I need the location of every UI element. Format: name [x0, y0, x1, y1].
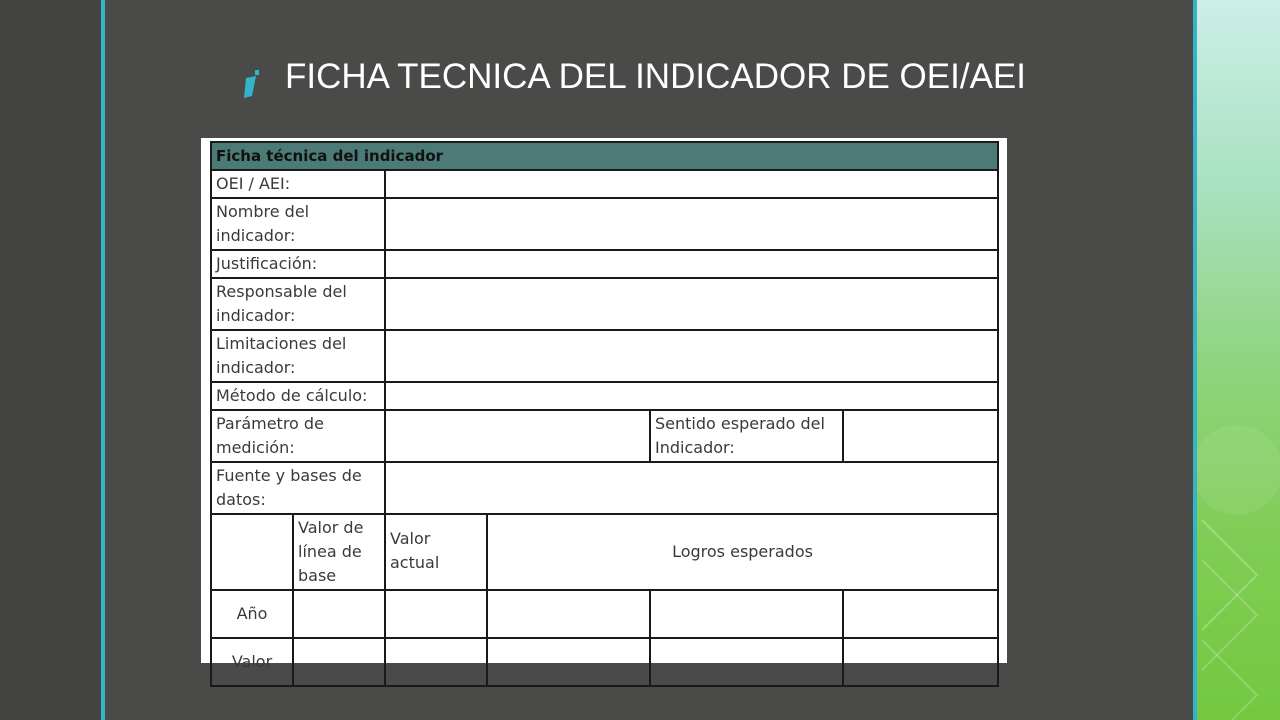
label-fuente: Fuente y bases de datos:: [211, 462, 385, 514]
value-parametro: [385, 410, 650, 462]
col-valor-linea-base: Valor de línea de base: [293, 514, 385, 590]
value-nombre: [385, 198, 998, 250]
value-fuente: [385, 462, 998, 514]
label-nombre: Nombre del indicador:: [211, 198, 385, 250]
slide-title: FICHA TECNICA DEL INDICADOR DE OEI/AEI: [285, 57, 1026, 96]
value-sentido: [843, 410, 998, 462]
row-label-anio: Año: [211, 590, 293, 638]
left-rail: [0, 0, 101, 720]
cell-anio-logro-2: [650, 590, 843, 638]
cell-valor-logro-3: [843, 638, 998, 686]
corner-cell: [211, 514, 293, 590]
decorative-side-panel: [1197, 0, 1280, 720]
label-responsable: Responsable del indicador:: [211, 278, 385, 330]
value-oei-aei: [385, 170, 998, 198]
cell-valor-actual: [385, 638, 487, 686]
left-accent-line: [101, 0, 105, 720]
cell-valor-logro-1: [487, 638, 650, 686]
label-oei-aei: OEI / AEI:: [211, 170, 385, 198]
ficha-image: [201, 138, 1007, 671]
value-justificacion: [385, 250, 998, 278]
value-metodo: [385, 382, 998, 410]
cell-anio-linea-base: [293, 590, 385, 638]
cell-anio-logro-1: [487, 590, 650, 638]
value-limitaciones: [385, 330, 998, 382]
cell-anio-actual: [385, 590, 487, 638]
label-parametro: Parámetro de medición:: [211, 410, 385, 462]
title-bullet-icon: [244, 70, 260, 98]
col-valor-actual: Valor actual: [385, 514, 487, 590]
cell-anio-logro-3: [843, 590, 998, 638]
label-limitaciones: Limitaciones del indicador:: [211, 330, 385, 382]
value-responsable: [385, 278, 998, 330]
label-justificacion: Justificación:: [211, 250, 385, 278]
cell-valor-linea-base: [293, 638, 385, 686]
row-label-valor: Valor: [211, 638, 293, 686]
cell-valor-logro-2: [650, 638, 843, 686]
label-metodo: Método de cálculo:: [211, 382, 385, 410]
label-sentido: Sentido esperado del Indicador:: [650, 410, 843, 462]
decorative-chevron-icon: [1197, 0, 1280, 720]
ficha-table: [210, 141, 999, 687]
col-logros-esperados: Logros esperados: [487, 514, 998, 590]
ficha-header: Ficha técnica del indicador: [211, 142, 998, 170]
